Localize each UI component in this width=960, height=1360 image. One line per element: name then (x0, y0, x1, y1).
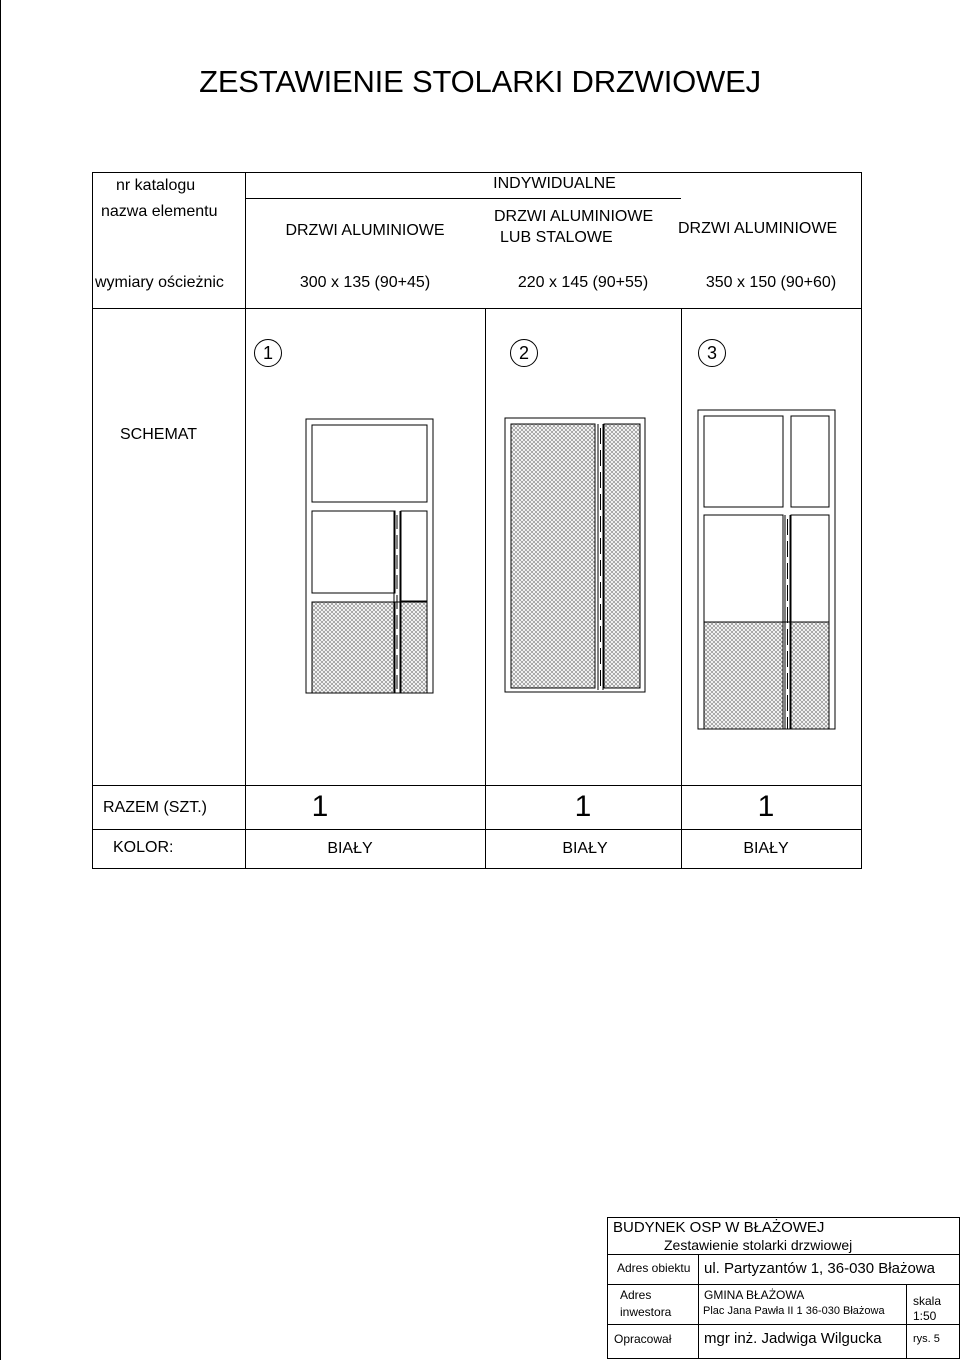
row-label-dimensions: wymiary ościeżnic (95, 274, 224, 291)
column-1-name: DRZWI ALUMINIOWE (285, 222, 445, 239)
column-3-dimensions: 350 x 150 (90+60) (705, 274, 837, 291)
column-3-number: 3 (698, 339, 726, 367)
row-label-quantity: RAZEM (SZT.) (103, 799, 207, 816)
door-3-drawing (698, 410, 835, 729)
column-2-dimensions: 220 x 145 (90+55) (517, 274, 649, 291)
row-label-color: KOLOR: (113, 839, 174, 856)
catalog-group-header: INDYWIDUALNE (493, 175, 616, 192)
object-address-label: Adres obiektu (617, 1261, 691, 1275)
column-3-color: BIAŁY (743, 840, 789, 857)
prepared-by-label: Opracował (614, 1332, 672, 1346)
row-label-schema: SCHEMAT (120, 426, 198, 443)
column-2-number: 2 (510, 339, 538, 367)
door-2-drawing (505, 418, 645, 692)
column-1-color: BIAŁY (327, 840, 373, 857)
row-label-element-name: nazwa elementu (101, 203, 218, 220)
column-1-quantity: 1 (311, 790, 329, 823)
author-name: mgr inż. Jadwiga Wilgucka (704, 1330, 882, 1347)
column-3-quantity: 1 (757, 790, 775, 823)
object-address: ul. Partyzantów 1, 36-030 Błażowa (704, 1260, 935, 1277)
column-1-number: 1 (254, 339, 282, 367)
page-title: ZESTAWIENIE STOLARKI DRZWIOWEJ (199, 64, 761, 99)
building-name: BUDYNEK OSP W BŁAŻOWEJ (613, 1219, 825, 1236)
investor-name: GMINA BŁAŻOWA (704, 1288, 805, 1302)
investor-address-label-2: inwestora (620, 1305, 672, 1319)
drawing-title: Zestawienie stolarki drzwiowej (664, 1237, 853, 1253)
column-2-name-line1: DRZWI ALUMINIOWE (494, 208, 654, 225)
column-2-color: BIAŁY (562, 840, 608, 857)
column-2-quantity: 1 (574, 790, 592, 823)
sheet-number: rys. 5 (913, 1333, 940, 1345)
scale-label: skala (913, 1294, 942, 1308)
scale-value: 1:50 (913, 1309, 937, 1323)
door-1-drawing (306, 419, 433, 693)
investor-address: Plac Jana Pawła II 1 36-030 Błażowa (703, 1305, 885, 1317)
column-2-name-line2: LUB STALOWE (500, 229, 613, 246)
column-1-dimensions: 300 x 135 (90+45) (299, 274, 431, 291)
column-3-name: DRZWI ALUMINIOWE (678, 220, 838, 237)
row-label-catalog: nr katalogu (116, 177, 196, 194)
investor-address-label-1: Adres (620, 1288, 652, 1302)
